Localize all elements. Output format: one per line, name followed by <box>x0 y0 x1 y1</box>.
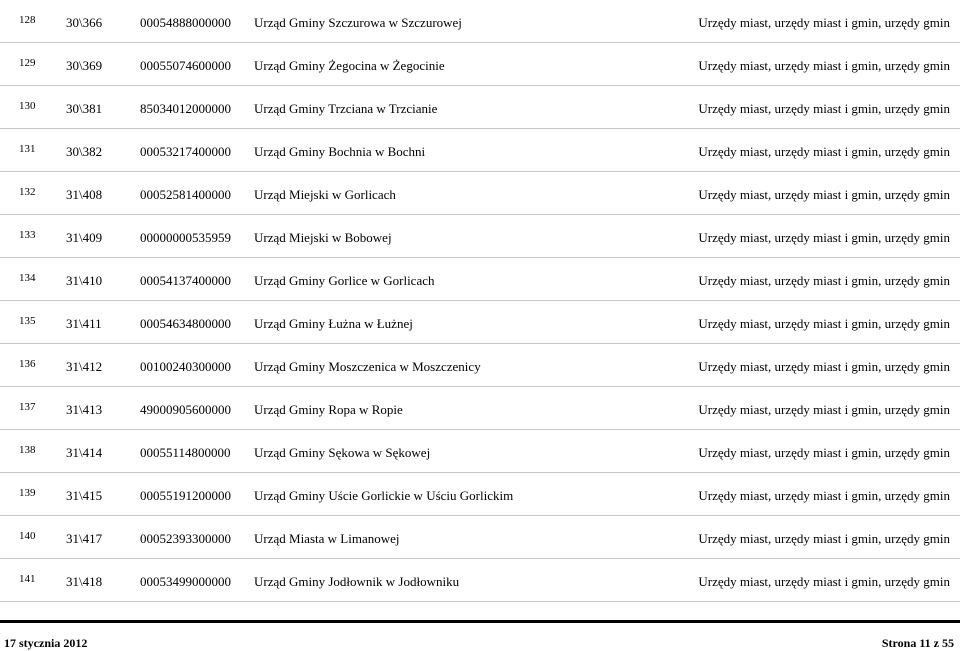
row-code: 31\408 <box>66 187 103 202</box>
row-code: 30\381 <box>66 101 103 116</box>
row-id: 00054888000000 <box>140 15 231 30</box>
row-category: Urzędy miast, urzędy miast i gmin, urzędy gmin <box>698 230 950 245</box>
row-code: 31\418 <box>66 574 103 589</box>
row-name: Urząd Gminy Gorlice w Gorlicach <box>254 273 435 288</box>
row-category: Urzędy miast, urzędy miast i gmin, urzędy gmin <box>698 488 950 503</box>
table-row <box>0 473 960 516</box>
row-number: 135 <box>19 315 36 327</box>
footer-divider <box>0 620 960 623</box>
row-name: Urząd Gminy Jodłownik w Jodłowniku <box>254 574 460 589</box>
row-category: Urzędy miast, urzędy miast i gmin, urzędy gmin <box>698 187 950 202</box>
row-id: 00055191200000 <box>140 488 231 503</box>
row-number: 133 <box>19 229 36 241</box>
row-name: Urząd Gminy Szczurowa w Szczurowej <box>254 15 462 30</box>
table-row <box>0 215 960 258</box>
row-number: 131 <box>19 143 36 155</box>
row-number: 141 <box>19 573 36 585</box>
table-row <box>0 86 960 129</box>
row-name: Urząd Miejski w Bobowej <box>254 230 392 245</box>
table-row <box>0 301 960 344</box>
table-row <box>0 129 960 172</box>
row-category: Urzędy miast, urzędy miast i gmin, urzędy gmin <box>698 58 950 73</box>
row-category: Urzędy miast, urzędy miast i gmin, urzędy gmin <box>698 402 950 417</box>
table-row <box>0 172 960 215</box>
row-name: Urząd Gminy Trzciana w Trzcianie <box>254 101 438 116</box>
row-number: 128 <box>19 14 36 26</box>
row-number: 139 <box>19 487 36 499</box>
row-id: 00054634800000 <box>140 316 231 331</box>
row-name: Urząd Gminy Uście Gorlickie w Uściu Gorlickim <box>254 488 514 503</box>
row-number: 132 <box>19 186 36 198</box>
table-row <box>0 344 960 387</box>
row-id: 00055114800000 <box>140 445 231 460</box>
row-id: 00053217400000 <box>140 144 231 159</box>
row-id: 00052581400000 <box>140 187 231 202</box>
row-category: Urzędy miast, urzędy miast i gmin, urzędy gmin <box>698 15 950 30</box>
row-category: Urzędy miast, urzędy miast i gmin, urzędy gmin <box>698 273 950 288</box>
row-id: 49000905600000 <box>140 402 231 417</box>
row-number: 137 <box>19 401 36 413</box>
row-code: 31\415 <box>66 488 103 503</box>
row-name: Urząd Miasta w Limanowej <box>254 531 400 546</box>
row-number: 138 <box>19 444 36 456</box>
row-name: Urząd Miejski w Gorlicach <box>254 187 396 202</box>
row-id: 00054137400000 <box>140 273 231 288</box>
row-number: 134 <box>19 272 36 284</box>
row-id: 85034012000000 <box>140 101 231 116</box>
row-number: 136 <box>19 358 36 370</box>
row-number: 130 <box>19 100 36 112</box>
row-code: 30\382 <box>66 144 103 159</box>
row-id: 00053499000000 <box>140 574 231 589</box>
row-name: Urząd Gminy Sękowa w Sękowej <box>254 445 431 460</box>
row-code: 31\417 <box>66 531 103 546</box>
footer-date: 17 stycznia 2012 <box>4 636 88 650</box>
table-row <box>0 430 960 473</box>
table-row <box>0 559 960 602</box>
row-id: 00055074600000 <box>140 58 231 73</box>
table-row <box>0 516 960 559</box>
row-id: 00000000535959 <box>140 230 231 245</box>
row-code: 31\411 <box>66 316 102 331</box>
row-code: 31\412 <box>66 359 103 374</box>
row-name: Urząd Gminy Moszczenica w Moszczenicy <box>254 359 481 374</box>
row-code: 31\409 <box>66 230 103 245</box>
row-category: Urzędy miast, urzędy miast i gmin, urzędy gmin <box>698 359 950 374</box>
row-category: Urzędy miast, urzędy miast i gmin, urzędy gmin <box>698 445 950 460</box>
row-name: Urząd Gminy Bochnia w Bochni <box>254 144 426 159</box>
table-row <box>0 43 960 86</box>
row-name: Urząd Gminy Łużna w Łużnej <box>254 316 413 331</box>
row-code: 30\366 <box>66 15 103 30</box>
row-id: 00100240300000 <box>140 359 231 374</box>
row-code: 30\369 <box>66 58 103 73</box>
table-row <box>0 387 960 430</box>
row-code: 31\413 <box>66 402 103 417</box>
row-category: Urzędy miast, urzędy miast i gmin, urzędy gmin <box>698 101 950 116</box>
row-code: 31\410 <box>66 273 103 288</box>
row-id: 00052393300000 <box>140 531 231 546</box>
row-name: Urząd Gminy Ropa w Ropie <box>254 402 403 417</box>
row-category: Urzędy miast, urzędy miast i gmin, urzędy gmin <box>698 316 950 331</box>
row-category: Urzędy miast, urzędy miast i gmin, urzędy gmin <box>698 531 950 546</box>
table-row <box>0 0 960 43</box>
row-category: Urzędy miast, urzędy miast i gmin, urzędy gmin <box>698 574 950 589</box>
row-name: Urząd Gminy Żegocina w Żegocinie <box>254 58 445 73</box>
row-category: Urzędy miast, urzędy miast i gmin, urzędy gmin <box>698 144 950 159</box>
page-number: Strona 11 z 55 <box>881 636 954 650</box>
row-code: 31\414 <box>66 445 103 460</box>
table-row <box>0 258 960 301</box>
row-number: 140 <box>19 530 36 542</box>
row-number: 129 <box>19 57 36 69</box>
